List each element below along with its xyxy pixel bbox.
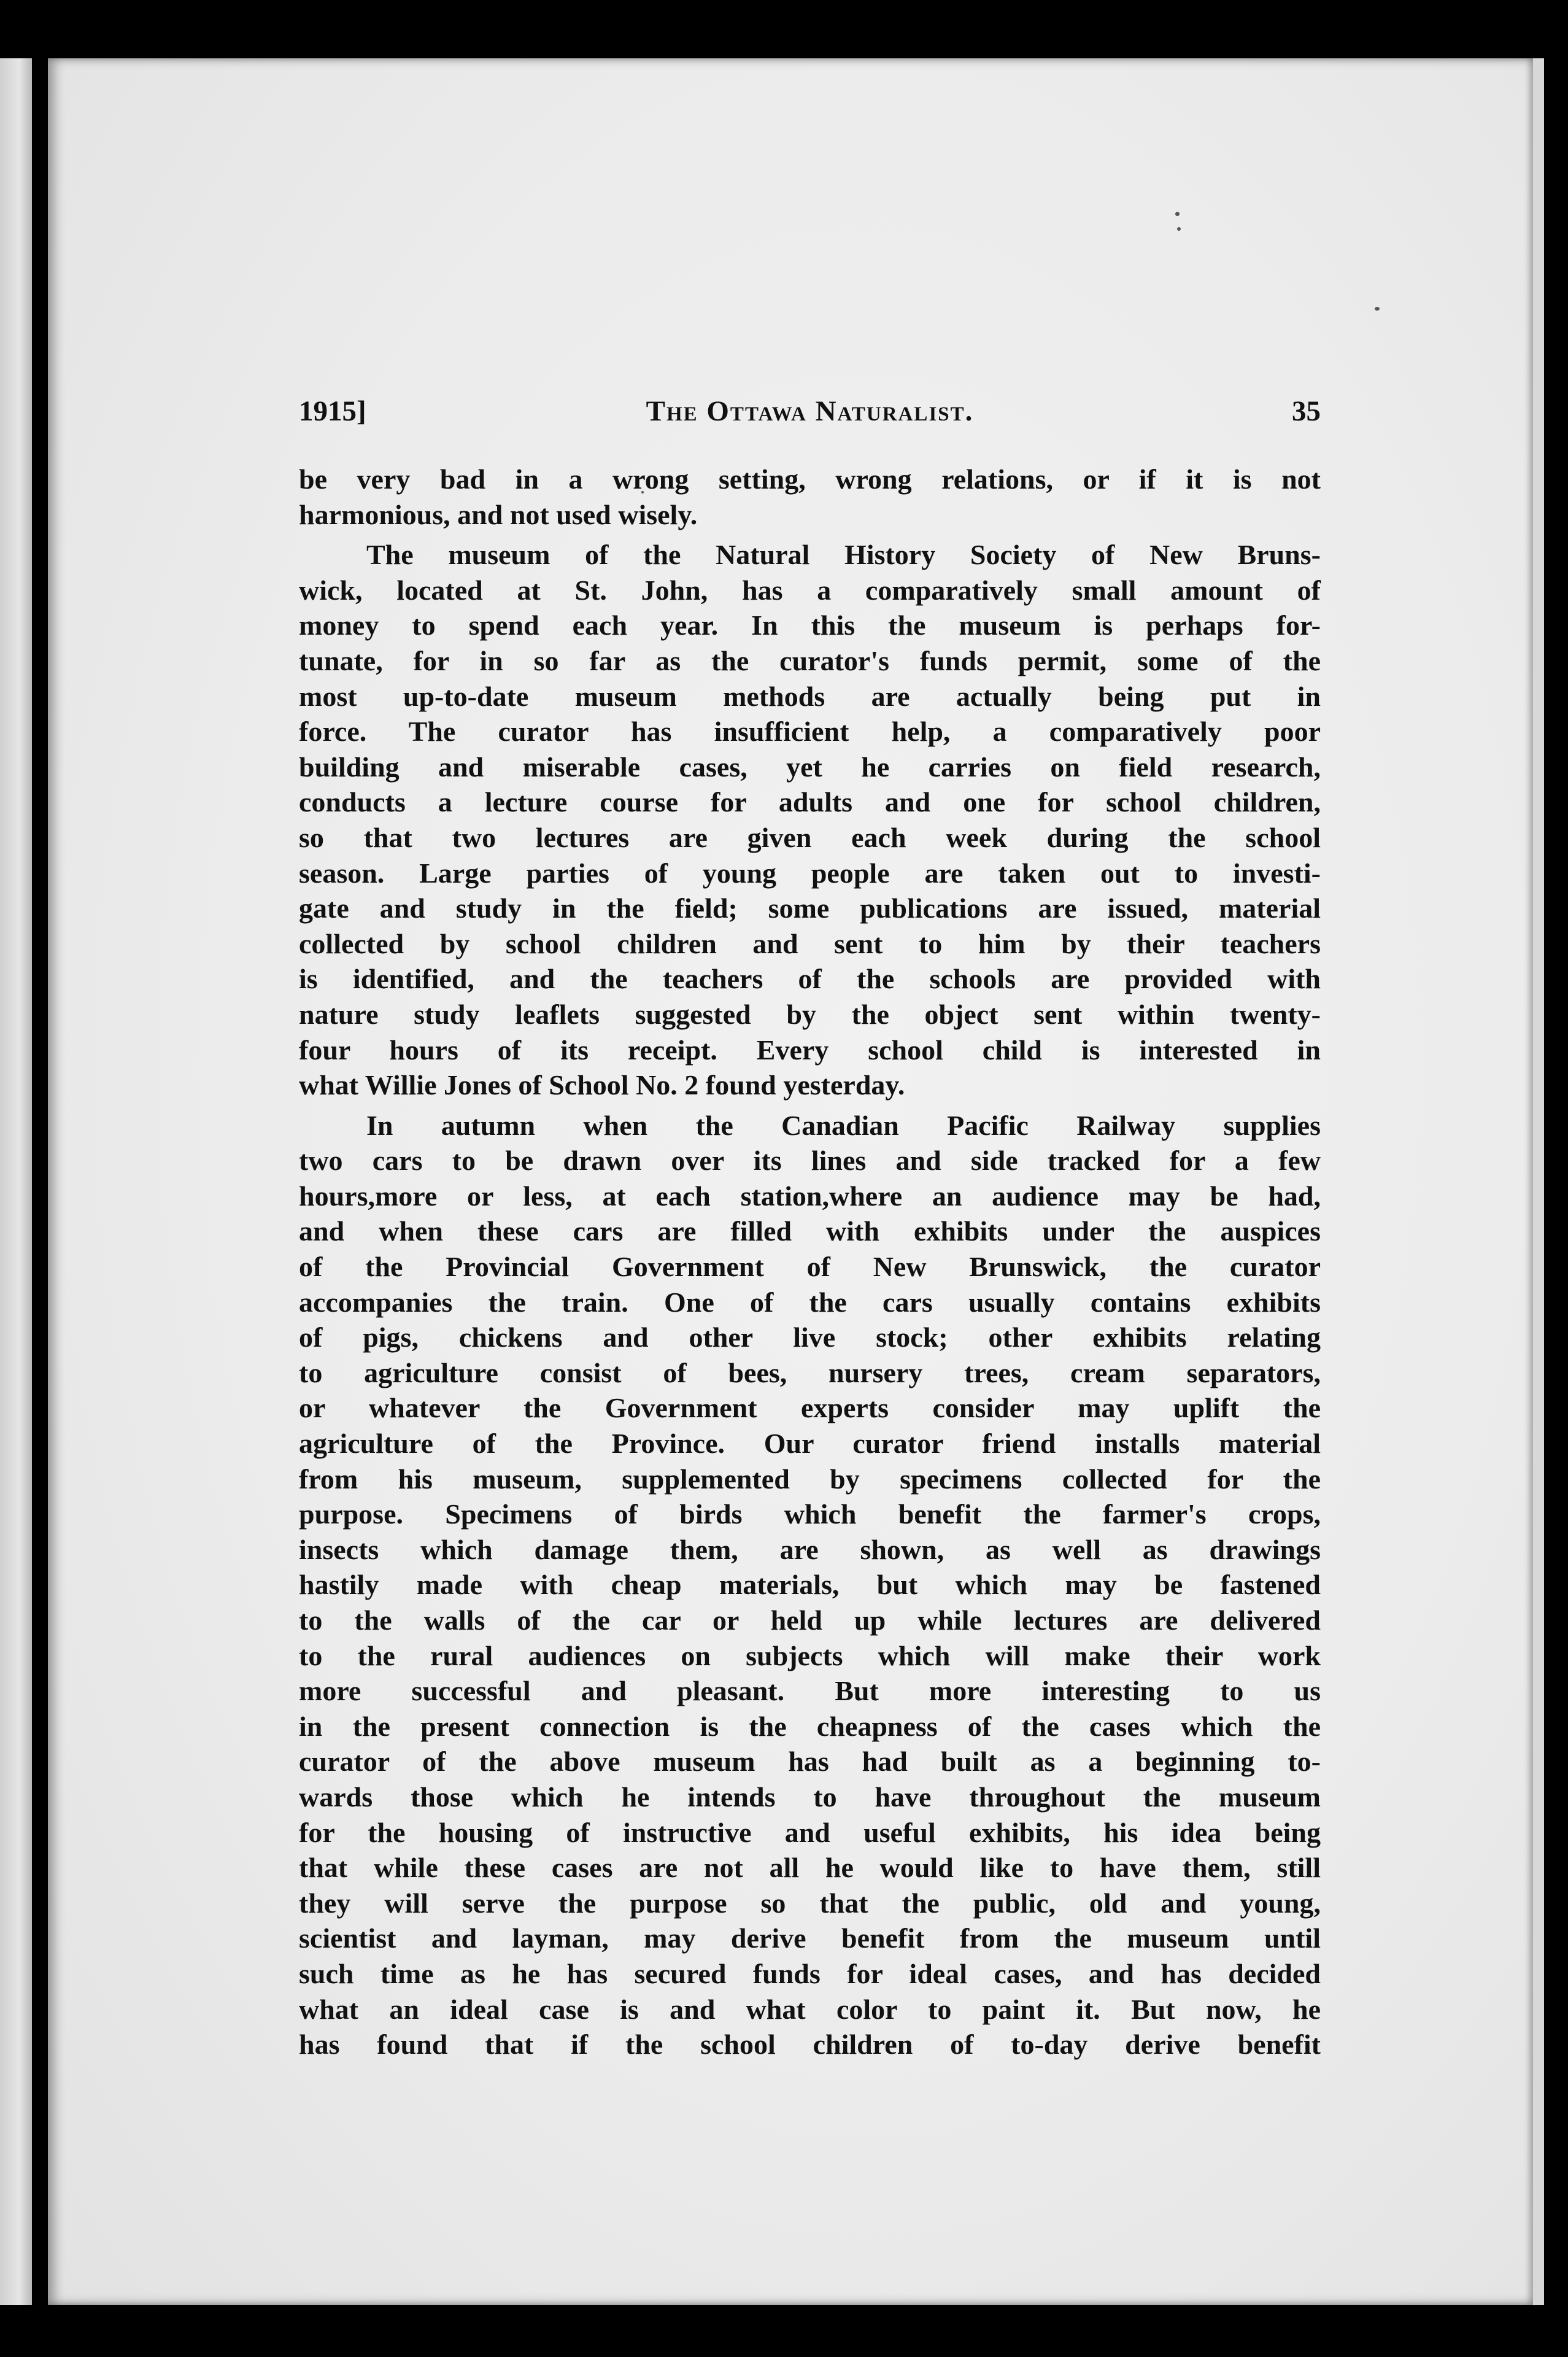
- text-line: from his museum, supplemented by specimens collected for the: [299, 1463, 1321, 1495]
- text-line: In autumn when the Canadian Pacific Railway supplies: [366, 1109, 1321, 1141]
- text-line: insects which damage them, are shown, as well as drawings: [299, 1533, 1321, 1565]
- text-line: collected by school children and sent to him by their teachers: [299, 927, 1321, 959]
- text-line: what Willie Jones of School No. 2 found yesterday.: [299, 1069, 905, 1101]
- text-line: has found that if the school children of to-day derive benefit: [299, 2029, 1321, 2061]
- text-line: and when these cars are filled with exhibits under the auspices: [299, 1215, 1321, 1247]
- text-line: building and miserable cases, yet he carries on field research,: [299, 751, 1321, 783]
- text-line: scientist and layman, may derive benefit from the museum until: [299, 1922, 1321, 1954]
- dust-speck: [1175, 212, 1180, 216]
- text-line: wards those which he intends to have throughout the museum: [299, 1781, 1321, 1813]
- text-line: most up-to-date museum methods are actually being put in: [299, 680, 1321, 712]
- page-number: 35: [1292, 395, 1321, 427]
- text-line: purpose. Specimens of birds which benefit the farmer's crops,: [299, 1498, 1321, 1530]
- text-line: gate and study in the field; some publications are issued, material: [299, 892, 1321, 924]
- text-line: that while these cases are not all he would like to have them, still: [299, 1852, 1321, 1884]
- text-line: or whatever the Government experts consider may uplift the: [299, 1392, 1321, 1424]
- text-line: two cars to be drawn over its lines and side tracked for a few: [299, 1145, 1321, 1177]
- text-line: to agriculture consist of bees, nursery trees, cream separators,: [299, 1357, 1321, 1388]
- running-head-journal-title: The Ottawa Naturalist.: [646, 395, 974, 427]
- text-line: four hours of its receipt. Every school child is interested in: [299, 1034, 1321, 1066]
- text-line: force. The curator has insufficient help, a comparatively poor: [299, 716, 1321, 748]
- text-line: harmonious, and not used wisely.: [299, 498, 698, 530]
- text-line: hastily made with cheap materials, but which may be fastened: [299, 1569, 1321, 1601]
- running-head-year: 1915]: [299, 395, 366, 427]
- text-line: of the Provincial Government of New Brunswick, the curator: [299, 1251, 1321, 1283]
- facing-page-edge: [0, 58, 32, 2305]
- text-line: what an ideal case is and what color to paint it. But now, he: [299, 1993, 1321, 2025]
- text-line: season. Large parties of young people are taken out to investi-: [299, 857, 1321, 889]
- text-line: is identified, and the teachers of the schools are provided with: [299, 963, 1321, 995]
- text-line: they will serve the purpose so that the public, old and young,: [299, 1887, 1321, 1919]
- text-line: to the walls of the car or held up while lectures are delivered: [299, 1604, 1321, 1636]
- text-line: so that two lectures are given each week during the school: [299, 821, 1321, 853]
- text-line: conducts a lecture course for adults and one for school children,: [299, 786, 1321, 818]
- text-line: in the present connection is the cheapness of the cases which the: [299, 1710, 1321, 1742]
- text-line: to the rural audiences on subjects which will make their work: [299, 1639, 1321, 1671]
- dust-speck: [1177, 227, 1181, 231]
- text-line: more successful and pleasant. But more interesting to us: [299, 1675, 1321, 1707]
- article-body: [299, 462, 1321, 2062]
- text-line: agriculture of the Province. Our curator friend installs material: [299, 1428, 1321, 1460]
- text-line: wick, located at St. John, has a comparatively small amount of: [299, 574, 1321, 606]
- text-line: money to spend each year. In this the museum is perhaps for-: [299, 610, 1321, 641]
- text-line: of pigs, chickens and other live stock; other exhibits relating: [299, 1322, 1321, 1353]
- text-line: be very bad in a wrong setting, wrong relations, or if it is not: [299, 463, 1321, 495]
- text-line: The museum of the Natural History Society of New Bruns-: [366, 539, 1321, 571]
- text-line: tunate, for in so far as the curator's funds permit, some of the: [299, 644, 1321, 676]
- dust-speck: [1375, 307, 1380, 311]
- text-line: accompanies the train. One of the cars usually contains exhibits: [299, 1286, 1321, 1318]
- text-line: curator of the above museum has had built as a beginning to-: [299, 1746, 1321, 1778]
- text-line: for the housing of instructive and useful exhibits, his idea being: [299, 1816, 1321, 1848]
- text-line: such time as he has secured funds for ideal cases, and has decided: [299, 1957, 1321, 1989]
- text-line: nature study leaflets suggested by the object sent within twenty-: [299, 998, 1321, 1030]
- running-head: [299, 395, 1321, 434]
- page-right-edge: [1533, 58, 1544, 2305]
- text-line: hours,more or less, at each station,where an audience may be had,: [299, 1180, 1321, 1212]
